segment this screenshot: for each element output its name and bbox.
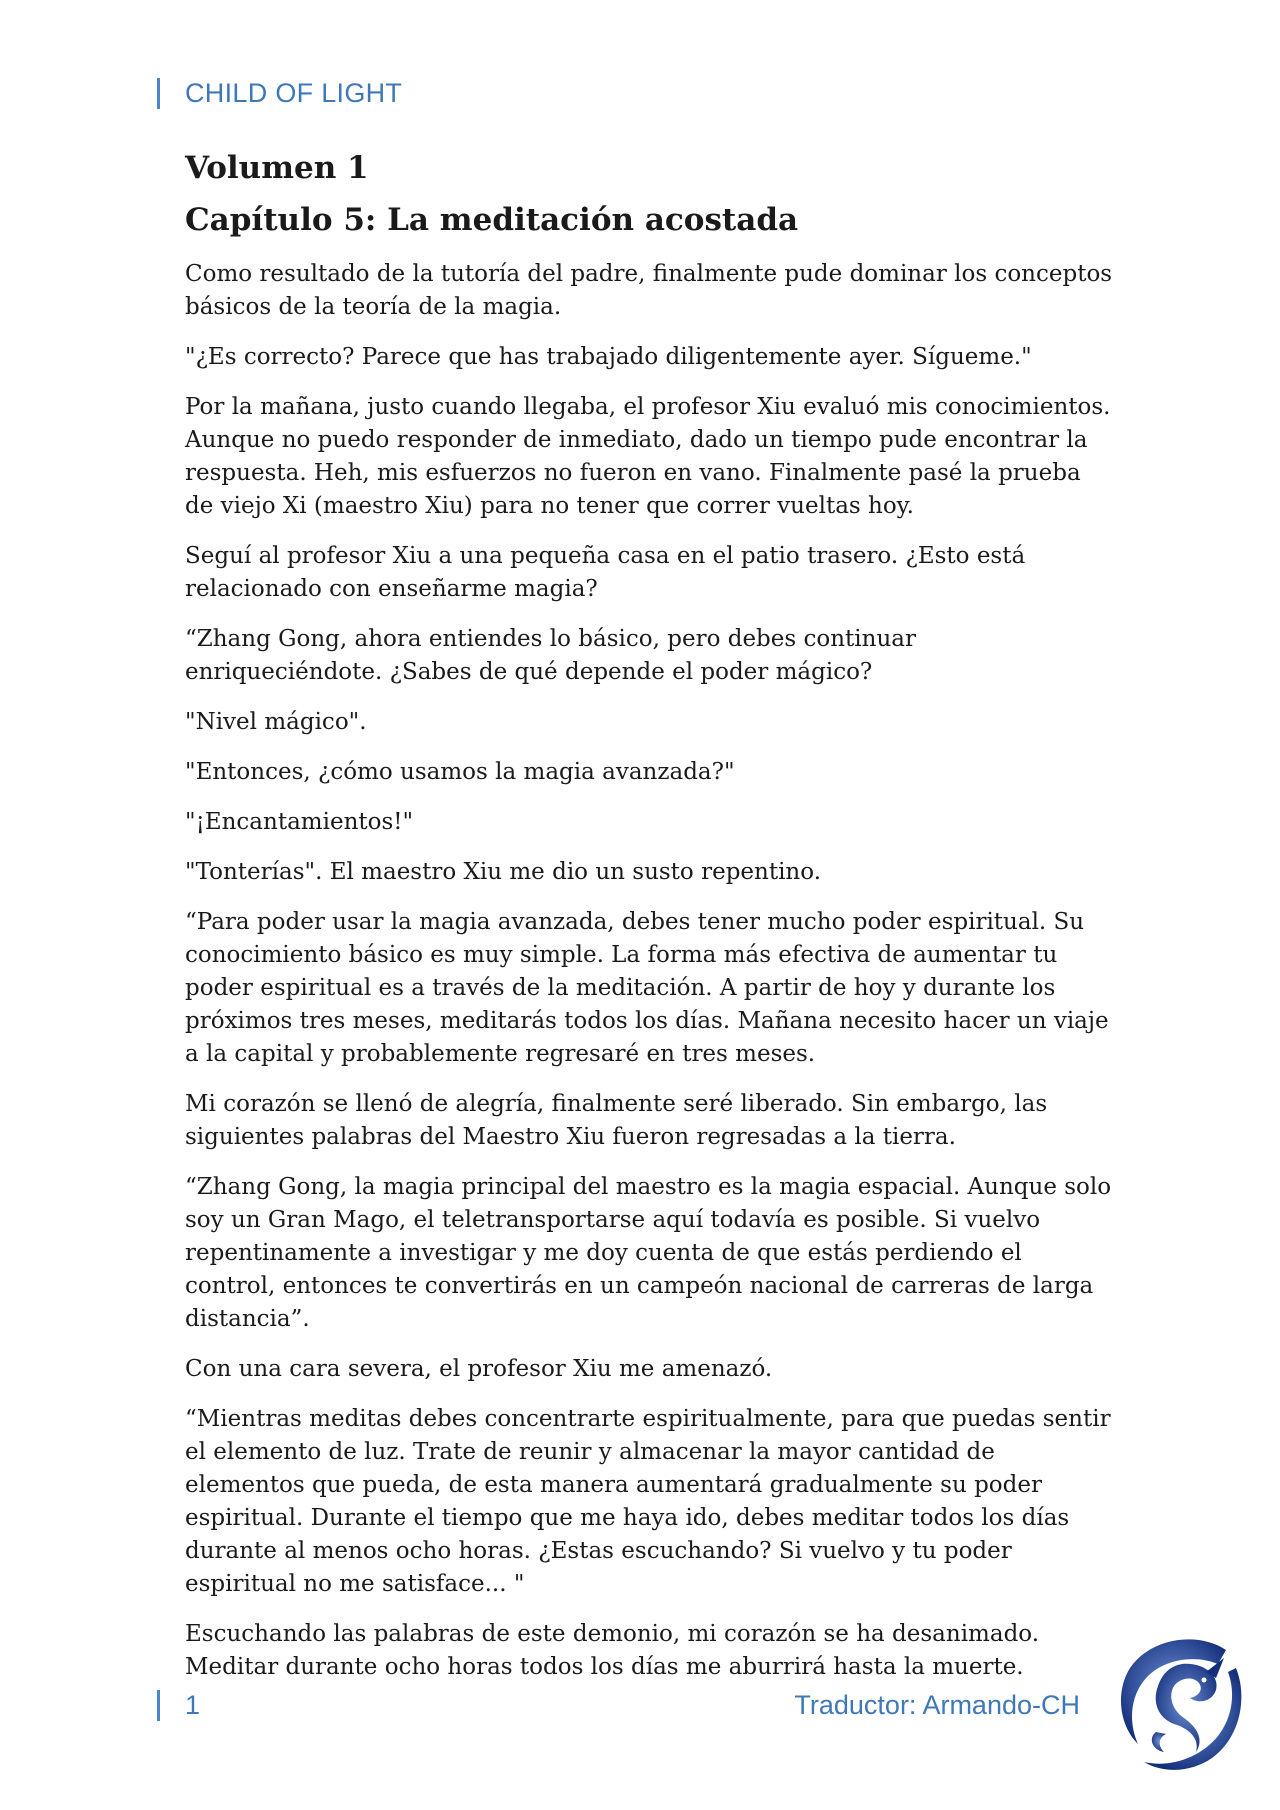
paragraph: “Para poder usar la magia avanzada, debes tener mucho poder espiritual. Su conocimiento básico es muy simple. La forma más efectiva de aumentar tu poder espiritual es a través de la meditación. A partir de hoy y durante los próximos tres meses, meditarás todos los días. Mañana necesito hacer un viaje a la capital y probablemente regresaré en tres meses. [185, 908, 1109, 1067]
paragraph: Con una cara severa, el profesor Xiu me amenazó. [185, 1355, 773, 1382]
paragraph: Como resultado de la tutoría del padre, finalmente pude dominar los conceptos básicos de la teoría de la magia. [185, 260, 1113, 320]
paragraph: Escuchando las palabras de este demonio, mi corazón se ha desanimado. Meditar durante ocho horas todos los días me aburrirá hasta la muerte. [185, 1620, 1040, 1680]
translator-credit: Traductor: Armando-CH [794, 1690, 1080, 1720]
dragon-icon [1108, 1628, 1256, 1776]
paragraph: Seguí al profesor Xiu a una pequeña casa en el patio trasero. ¿Esto está relacionado con enseñarme magia? [185, 542, 1026, 602]
page-number: 1 [185, 1690, 201, 1720]
paragraph: "Tonterías". El maestro Xiu me dio un susto repentino. [185, 858, 822, 885]
paragraph: "Entonces, ¿cómo usamos la magia avanzada?" [185, 758, 735, 785]
footer-accent-bar [157, 1690, 160, 1721]
paragraph: "¿Es correcto? Parece que has trabajado diligentemente ayer. Sígueme." [185, 343, 1032, 370]
paragraph: “Zhang Gong, ahora entiendes lo básico, pero debes continuar enriqueciéndote. ¿Sabes de qué depende el poder mágico? [185, 625, 916, 685]
paragraph: Por la mañana, justo cuando llegaba, el profesor Xiu evaluó mis conocimientos. Aunque no puedo responder de inmediato, dado un tiempo pude encontrar la respuesta. Heh, mis esfuerzos no fueron en vano. Finalmente pasé la prueba de viejo Xi (maestro Xiu) para no tener que correr vueltas hoy. [185, 393, 1111, 519]
paragraph: "¡Encantamientos!" [185, 808, 414, 835]
paragraph: “Mientras meditas debes concentrarte espiritualmente, para que puedas sentir el elemento de luz. Trate de reunir y almacenar la mayor cantidad de elementos que pueda, de esta manera aumentará gradualmente su poder espiritual. Durante el tiempo que me haya ido, debes meditar todos los días durante al menos ocho horas. ¿Estas escuchando? Si vuelvo y tu poder espiritual no me satisface... " [185, 1405, 1111, 1597]
paragraph: “Zhang Gong, la magia principal del maestro es la magia espacial. Aunque solo soy un Gran Mago, el teletransportarse aquí todavía es posible. Si vuelvo repentinamente a investigar y me doy cuenta de que estás perdiendo el control, entonces te convertirás en un campeón nacional de carreras de larga distancia”. [185, 1173, 1112, 1332]
document-body [185, 148, 1115, 1701]
header-accent-bar [157, 78, 160, 109]
running-header-title: CHILD OF LIGHT [185, 78, 403, 108]
volume-heading: Volumen 1 [185, 150, 369, 186]
paragraph: Mi corazón se llenó de alegría, finalmente seré liberado. Sin embargo, las siguientes palabras del Maestro Xiu fueron regresadas a la tierra. [185, 1090, 1048, 1150]
paragraph: "Nivel mágico". [185, 708, 367, 735]
chapter-heading: Capítulo 5: La meditación acostada [185, 201, 799, 238]
